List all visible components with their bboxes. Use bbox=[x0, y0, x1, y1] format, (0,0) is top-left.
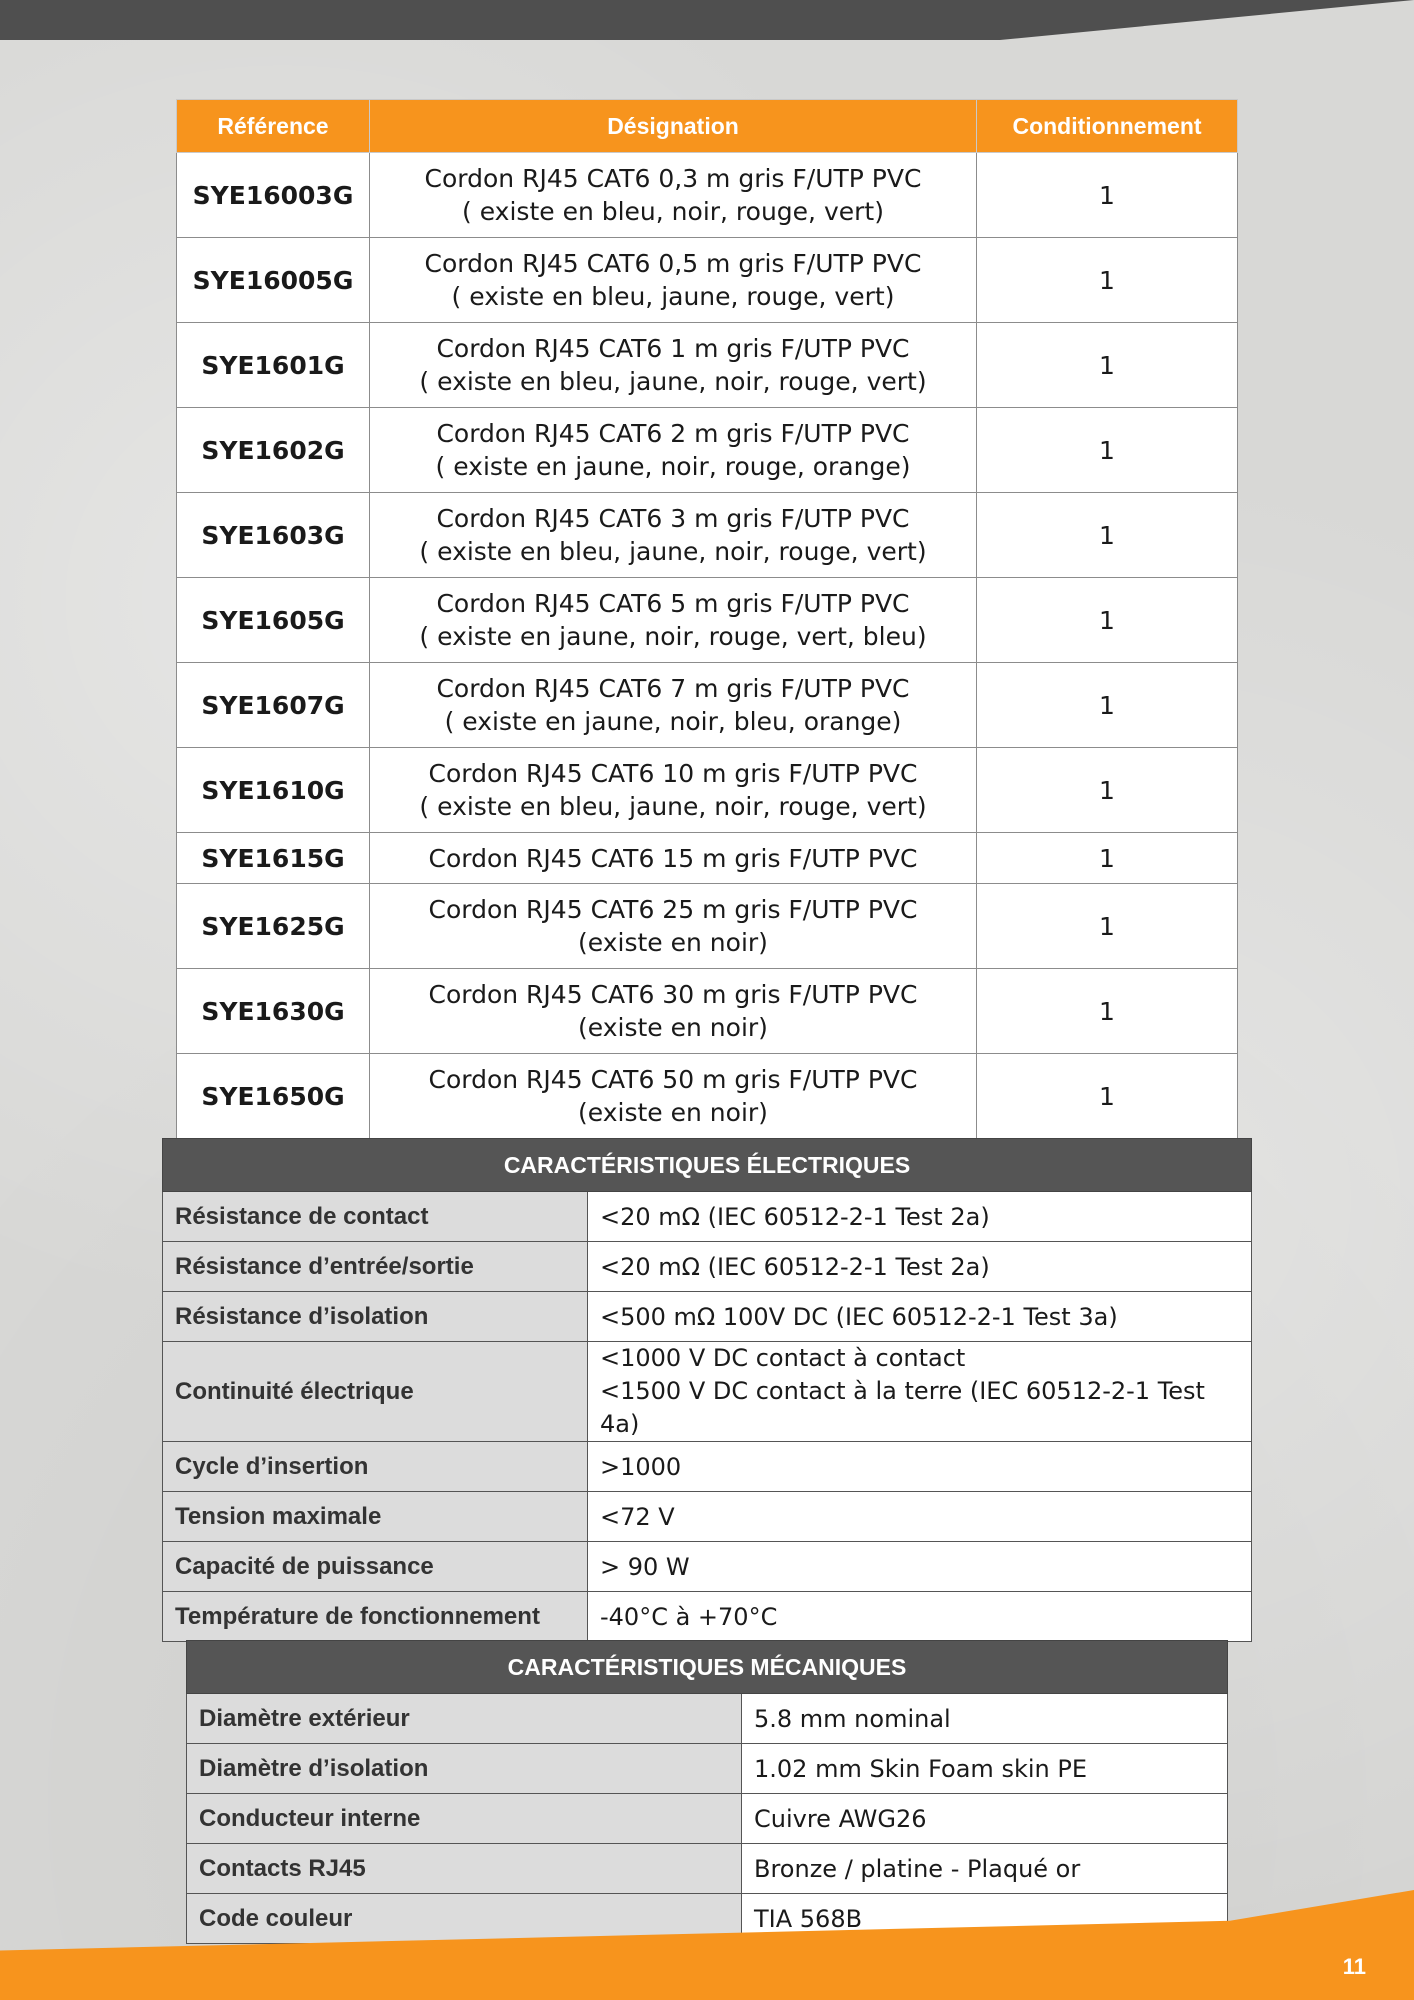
spec-value bbox=[588, 1492, 1252, 1542]
spec-value bbox=[588, 1342, 1252, 1442]
product-designation bbox=[370, 969, 977, 1054]
designation-variants: ( existe en bleu, jaune, noir, rouge, vert) bbox=[419, 537, 927, 566]
product-packaging: 1 bbox=[977, 748, 1238, 833]
table-row bbox=[177, 578, 1238, 663]
spec-label: Continuité électrique bbox=[163, 1342, 588, 1442]
spec-value-line: <72 V bbox=[600, 1502, 675, 1531]
product-reference: SYE1605G bbox=[177, 578, 370, 663]
table-row bbox=[177, 969, 1238, 1054]
designation-variants: (existe en noir) bbox=[578, 1098, 768, 1127]
spec-value bbox=[588, 1192, 1252, 1242]
products-header-row bbox=[177, 100, 1238, 153]
table-row bbox=[177, 833, 1238, 884]
spec-row bbox=[163, 1592, 1252, 1642]
designation-line: Cordon RJ45 CAT6 15 m gris F/UTP PVC bbox=[428, 843, 918, 873]
spec-row bbox=[163, 1342, 1252, 1442]
spec-label: Température de fonctionnement bbox=[163, 1592, 588, 1642]
spec-value bbox=[588, 1592, 1252, 1642]
designation-line: Cordon RJ45 CAT6 25 m gris F/UTP PVC bbox=[428, 895, 918, 924]
table-row bbox=[177, 493, 1238, 578]
designation-variants: ( existe en jaune, noir, rouge, orange) bbox=[435, 452, 911, 481]
spec-row bbox=[163, 1492, 1252, 1542]
designation-line: Cordon RJ45 CAT6 0,3 m gris F/UTP PVC bbox=[424, 164, 922, 193]
product-packaging: 1 bbox=[977, 1054, 1238, 1139]
spec-label: Diamètre d’isolation bbox=[187, 1744, 742, 1794]
mechanical-body bbox=[187, 1694, 1228, 1944]
product-designation bbox=[370, 408, 977, 493]
table-row bbox=[177, 408, 1238, 493]
designation-line: Cordon RJ45 CAT6 7 m gris F/UTP PVC bbox=[436, 674, 910, 703]
product-designation bbox=[370, 884, 977, 969]
spec-row bbox=[187, 1794, 1228, 1844]
table-row bbox=[177, 323, 1238, 408]
product-designation bbox=[370, 323, 977, 408]
electrical-title: CARACTÉRISTIQUES ÉLECTRIQUES bbox=[163, 1139, 1252, 1192]
header-designation: Désignation bbox=[370, 100, 977, 153]
spec-label: Diamètre extérieur bbox=[187, 1694, 742, 1744]
spec-row bbox=[163, 1192, 1252, 1242]
table-row bbox=[177, 663, 1238, 748]
product-reference: SYE1615G bbox=[177, 833, 370, 884]
spec-value bbox=[588, 1242, 1252, 1292]
table-row bbox=[177, 1054, 1238, 1139]
spec-label: Contacts RJ45 bbox=[187, 1844, 742, 1894]
spec-value bbox=[588, 1442, 1252, 1492]
designation-line: Cordon RJ45 CAT6 50 m gris F/UTP PVC bbox=[428, 1065, 918, 1094]
spec-row bbox=[187, 1844, 1228, 1894]
product-designation bbox=[370, 1054, 977, 1139]
designation-variants: ( existe en bleu, jaune, rouge, vert) bbox=[451, 282, 895, 311]
designation-variants: ( existe en bleu, jaune, noir, rouge, vert) bbox=[419, 367, 927, 396]
products-table bbox=[176, 99, 1238, 1139]
spec-value: TIA 568B bbox=[742, 1894, 1228, 1944]
product-reference: SYE1650G bbox=[177, 1054, 370, 1139]
spec-value: Cuivre AWG26 bbox=[742, 1794, 1228, 1844]
spec-label: Cycle d’insertion bbox=[163, 1442, 588, 1492]
spec-value bbox=[588, 1542, 1252, 1592]
spec-label: Résistance d’entrée/sortie bbox=[163, 1242, 588, 1292]
spec-row bbox=[187, 1694, 1228, 1744]
product-designation bbox=[370, 833, 977, 884]
electrical-body bbox=[163, 1192, 1252, 1642]
product-packaging: 1 bbox=[977, 578, 1238, 663]
electrical-specs-table bbox=[162, 1138, 1252, 1642]
table-row bbox=[177, 884, 1238, 969]
spec-value bbox=[588, 1292, 1252, 1342]
designation-variants: ( existe en jaune, noir, rouge, vert, bleu) bbox=[419, 622, 927, 651]
product-reference: SYE1625G bbox=[177, 884, 370, 969]
spec-label: Code couleur bbox=[187, 1894, 742, 1944]
spec-row bbox=[163, 1242, 1252, 1292]
header-reference: Référence bbox=[177, 100, 370, 153]
spec-row bbox=[163, 1292, 1252, 1342]
product-designation bbox=[370, 238, 977, 323]
mechanical-specs-table bbox=[186, 1640, 1228, 1944]
spec-value-line: <20 mΩ (IEC 60512-2-1 Test 2a) bbox=[600, 1202, 990, 1231]
table-row bbox=[177, 748, 1238, 833]
table-row bbox=[177, 238, 1238, 323]
top-band bbox=[0, 0, 1414, 40]
product-packaging: 1 bbox=[977, 493, 1238, 578]
product-reference: SYE1602G bbox=[177, 408, 370, 493]
designation-line: Cordon RJ45 CAT6 2 m gris F/UTP PVC bbox=[436, 419, 910, 448]
product-packaging: 1 bbox=[977, 833, 1238, 884]
product-reference: SYE1601G bbox=[177, 323, 370, 408]
spec-value-line: <1500 V DC contact à la terre (IEC 60512-2-1 Test 4a) bbox=[600, 1377, 1205, 1438]
spec-label: Tension maximale bbox=[163, 1492, 588, 1542]
designation-variants: ( existe en jaune, noir, bleu, orange) bbox=[444, 707, 902, 736]
spec-row bbox=[163, 1542, 1252, 1592]
spec-label: Capacité de puissance bbox=[163, 1542, 588, 1592]
product-designation bbox=[370, 748, 977, 833]
spec-value: 1.02 mm Skin Foam skin PE bbox=[742, 1744, 1228, 1794]
spec-row bbox=[187, 1744, 1228, 1794]
spec-value-line: -40°C à +70°C bbox=[600, 1602, 778, 1631]
designation-variants: ( existe en bleu, jaune, noir, rouge, vert) bbox=[419, 792, 927, 821]
product-reference: SYE1630G bbox=[177, 969, 370, 1054]
product-packaging: 1 bbox=[977, 884, 1238, 969]
product-reference: SYE1610G bbox=[177, 748, 370, 833]
products-body bbox=[177, 153, 1238, 1139]
designation-variants: ( existe en bleu, noir, rouge, vert) bbox=[462, 197, 884, 226]
product-packaging: 1 bbox=[977, 153, 1238, 238]
product-reference: SYE1603G bbox=[177, 493, 370, 578]
product-designation bbox=[370, 663, 977, 748]
spec-value-line: <500 mΩ 100V DC (IEC 60512-2-1 Test 3a) bbox=[600, 1302, 1118, 1331]
product-packaging: 1 bbox=[977, 323, 1238, 408]
product-designation bbox=[370, 153, 977, 238]
designation-line: Cordon RJ45 CAT6 30 m gris F/UTP PVC bbox=[428, 980, 918, 1009]
spec-value-line: > 90 W bbox=[600, 1552, 690, 1581]
product-reference: SYE1607G bbox=[177, 663, 370, 748]
designation-line: Cordon RJ45 CAT6 1 m gris F/UTP PVC bbox=[436, 334, 910, 363]
table-row bbox=[177, 153, 1238, 238]
header-packaging: Conditionnement bbox=[977, 100, 1238, 153]
designation-variants: (existe en noir) bbox=[578, 1013, 768, 1042]
designation-line: Cordon RJ45 CAT6 10 m gris F/UTP PVC bbox=[428, 759, 918, 788]
designation-line: Cordon RJ45 CAT6 0,5 m gris F/UTP PVC bbox=[424, 249, 922, 278]
product-reference: SYE16003G bbox=[177, 153, 370, 238]
product-packaging: 1 bbox=[977, 663, 1238, 748]
spec-label: Résistance d’isolation bbox=[163, 1292, 588, 1342]
spec-value-line: <1000 V DC contact à contact bbox=[600, 1344, 966, 1372]
spec-row bbox=[163, 1442, 1252, 1492]
spec-label: Conducteur interne bbox=[187, 1794, 742, 1844]
designation-line: Cordon RJ45 CAT6 3 m gris F/UTP PVC bbox=[436, 504, 910, 533]
spec-value: Bronze / platine - Plaqué or bbox=[742, 1844, 1228, 1894]
designation-variants: (existe en noir) bbox=[578, 928, 768, 957]
designation-line: Cordon RJ45 CAT6 5 m gris F/UTP PVC bbox=[436, 589, 910, 618]
product-designation bbox=[370, 493, 977, 578]
product-packaging: 1 bbox=[977, 408, 1238, 493]
page-number: 11 bbox=[1342, 1954, 1366, 1979]
product-packaging: 1 bbox=[977, 969, 1238, 1054]
spec-label: Résistance de contact bbox=[163, 1192, 588, 1242]
product-reference: SYE16005G bbox=[177, 238, 370, 323]
product-designation bbox=[370, 578, 977, 663]
product-packaging: 1 bbox=[977, 238, 1238, 323]
spec-value-line: <20 mΩ (IEC 60512-2-1 Test 2a) bbox=[600, 1252, 990, 1281]
spec-value: 5.8 mm nominal bbox=[742, 1694, 1228, 1744]
spec-value-line: >1000 bbox=[600, 1452, 682, 1481]
mechanical-title: CARACTÉRISTIQUES MÉCANIQUES bbox=[187, 1641, 1228, 1694]
